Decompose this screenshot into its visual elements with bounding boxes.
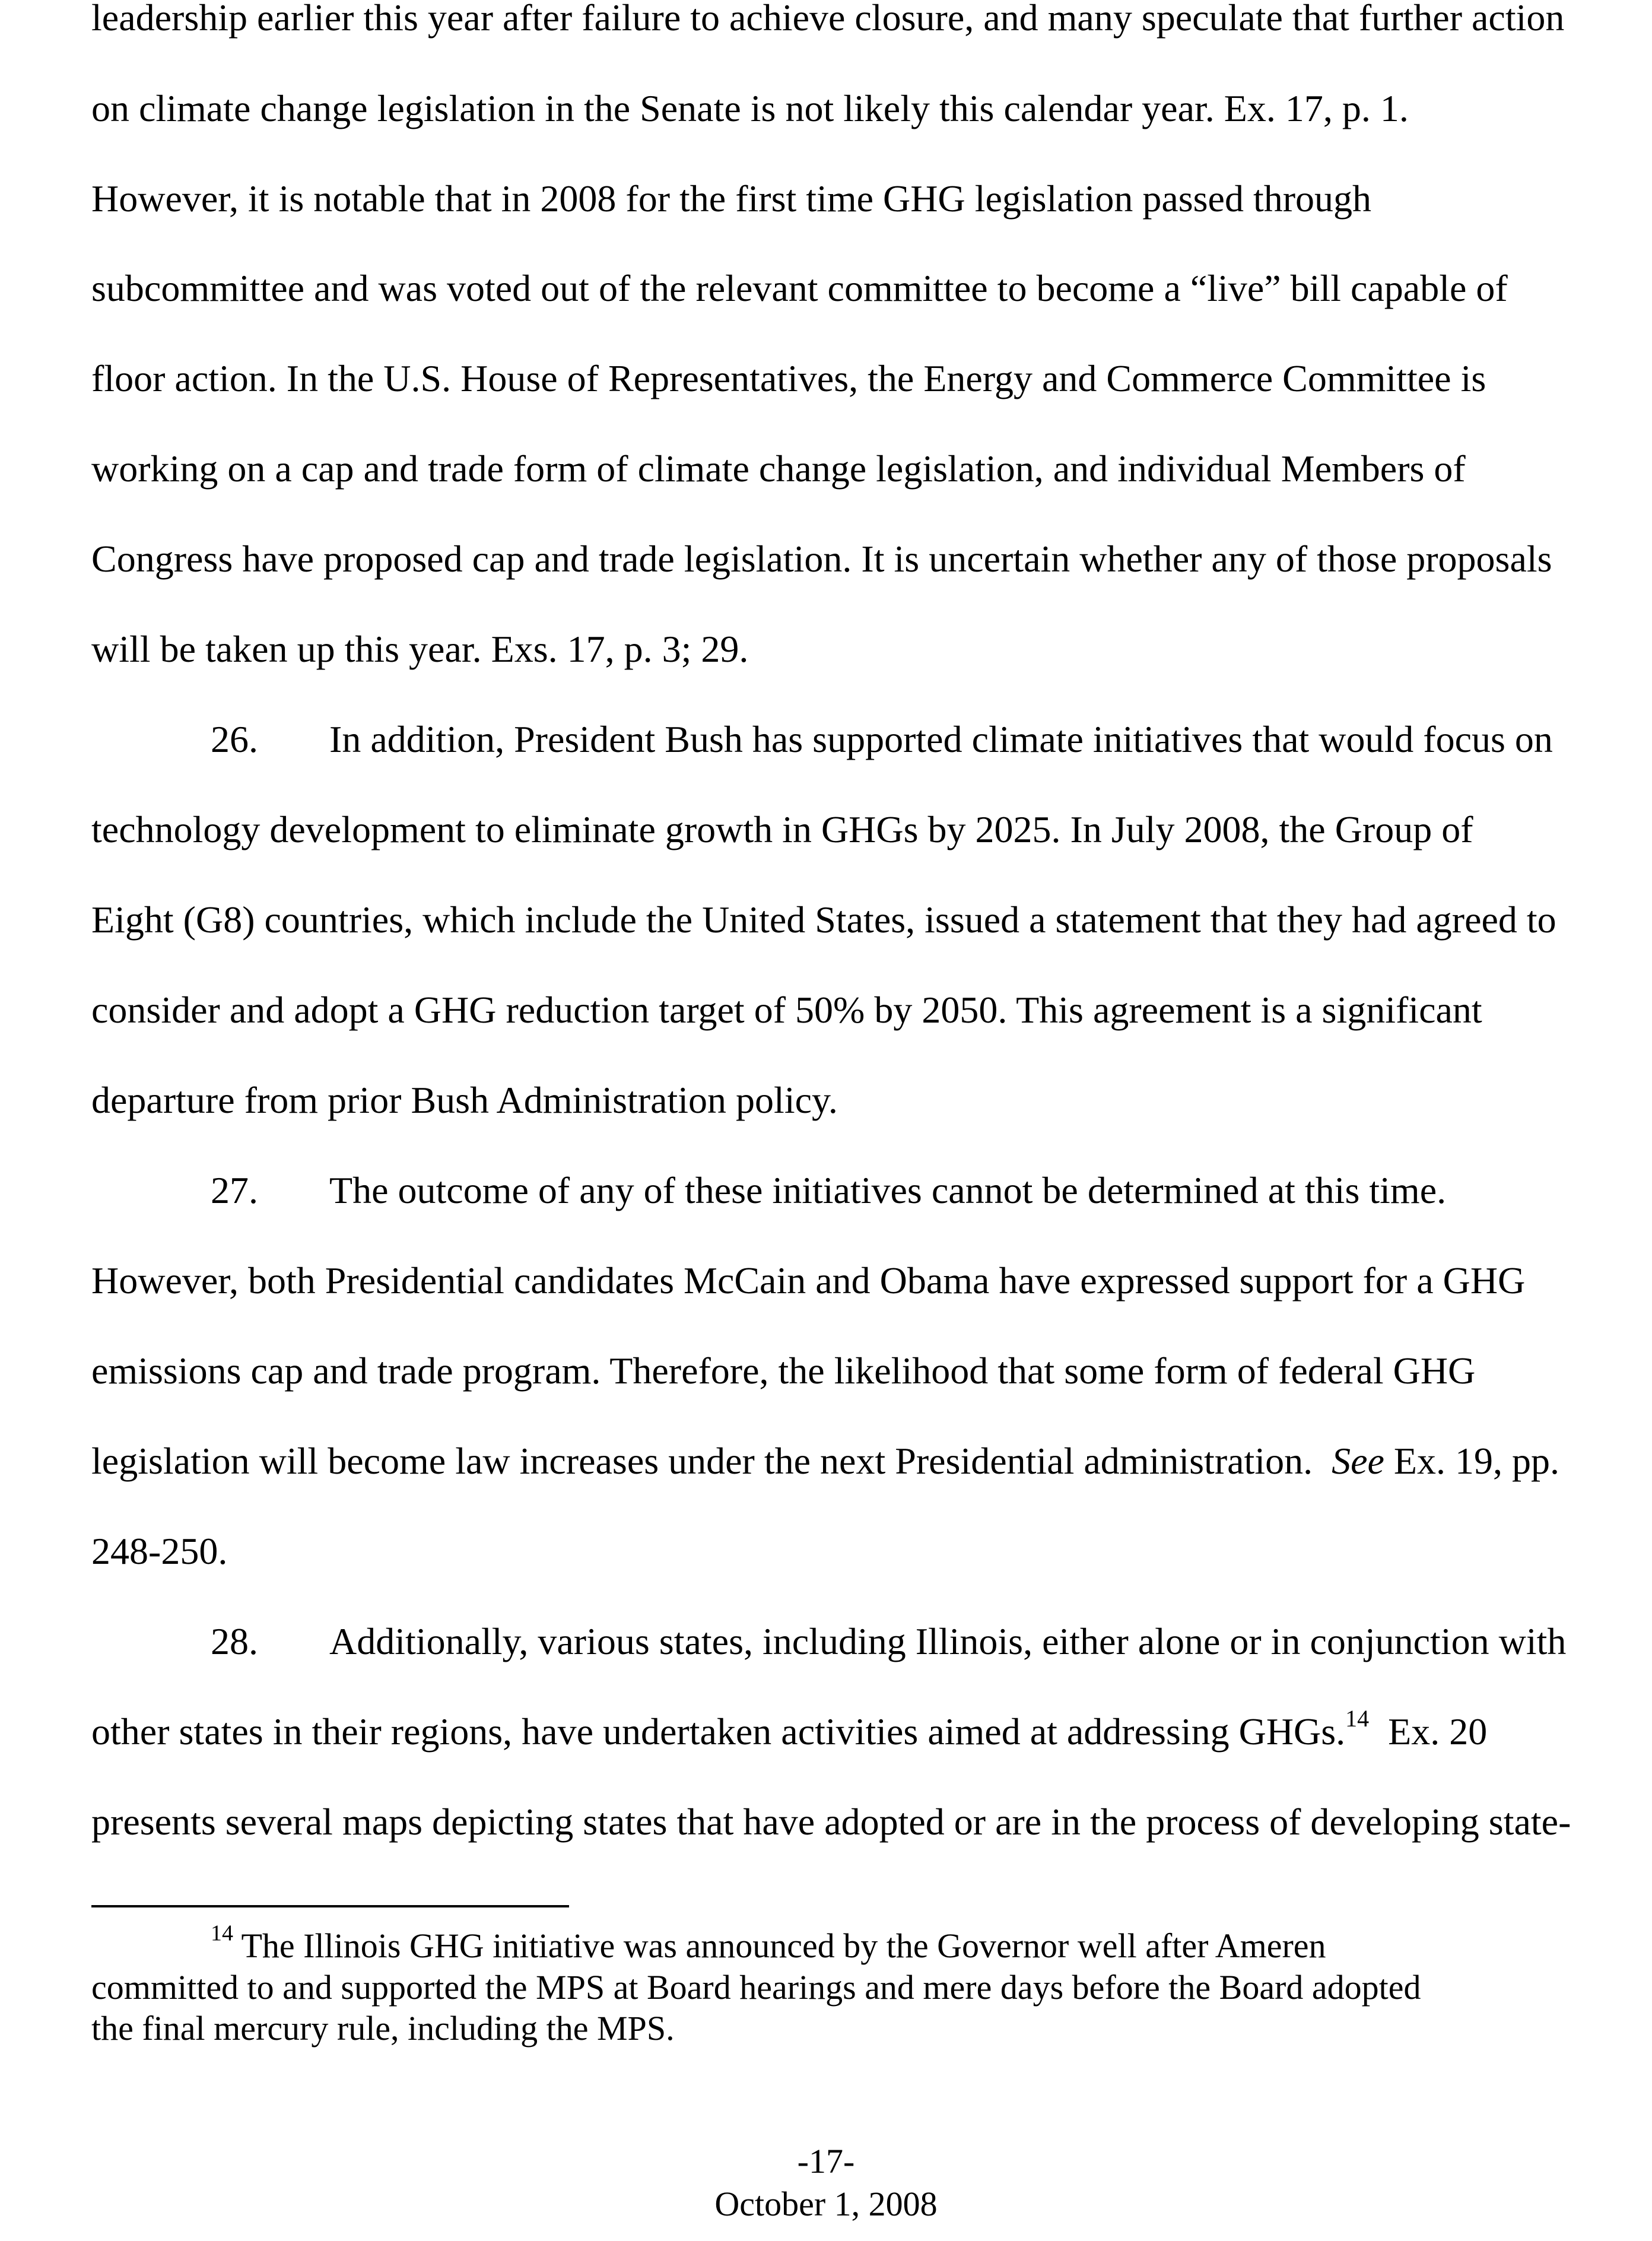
body-line: floor action. In the U.S. House of Representatives, the Energy and Commerce Committee is	[91, 357, 1486, 399]
page-date: October 1, 2008	[714, 2185, 938, 2223]
body-line-with-footnote-ref	[91, 1705, 1488, 1756]
body-text: Ex. 19, pp.	[1384, 1440, 1559, 1482]
paragraph-text: The outcome of any of these initiatives cannot be determined at this time.	[329, 1169, 1447, 1211]
body-line: consider and adopt a GHG reduction target of 50% by 2050. This agreement is a significant	[91, 989, 1482, 1031]
body-line: subcommittee and was voted out of the relevant committee to become a “live” bill capable of	[91, 267, 1508, 309]
body-line-with-citation	[91, 1437, 1559, 1485]
body-line: Congress have proposed cap and trade legislation. It is uncertain whether any of those proposals	[91, 538, 1552, 580]
paragraph-number: 26.	[211, 718, 258, 760]
body-line: presents several maps depicting states that have adopted or are in the process of developing state-	[91, 1801, 1571, 1843]
body-text: Ex. 20	[1369, 1710, 1488, 1753]
paragraph-text: Additionally, various states, including Illinois, either alone or in conjunction with	[329, 1620, 1567, 1662]
footnote-line	[211, 1921, 1326, 1966]
paragraph-26-first-line	[211, 716, 1553, 763]
footnote-line: committed to and supported the MPS at Board hearings and mere days before the Board adopted	[91, 1968, 1421, 2007]
footnote-line: the final mercury rule, including the MPS.	[91, 2009, 675, 2048]
footnote-number: 14	[211, 1921, 233, 1946]
body-line: Eight (G8) countries, which include the United States, issued a statement that they had agreed to	[91, 899, 1556, 941]
paragraph-text: In addition, President Bush has supported climate initiatives that would focus on	[329, 718, 1553, 760]
body-line: technology development to eliminate growth in GHGs by 2025. In July 2008, the Group of	[91, 808, 1473, 850]
body-text: legislation will become law increases under the next Presidential administration.	[91, 1440, 1332, 1482]
body-line: emissions cap and trade program. Therefore, the likelihood that some form of federal GHG	[91, 1350, 1476, 1392]
footnote-separator	[91, 1905, 569, 1907]
paragraph-28-first-line	[211, 1618, 1566, 1665]
paragraph-27-first-line	[211, 1167, 1446, 1214]
paragraph-number: 27.	[211, 1169, 258, 1211]
body-line: working on a cap and trade form of climate change legislation, and individual Members of	[91, 447, 1466, 490]
body-line: leadership earlier this year after failure to achieve closure, and many speculate that further action	[91, 0, 1565, 39]
citation-signal: See	[1332, 1440, 1384, 1482]
footnote-reference[interactable]: 14	[1345, 1705, 1370, 1732]
page-number: -17-	[797, 2142, 855, 2180]
footnote-text: The Illinois GHG initiative was announced by the Governor well after Ameren	[233, 1926, 1326, 1965]
body-line: on climate change legislation in the Senate is not likely this calendar year. Ex. 17, p. 1.	[91, 87, 1409, 129]
body-line: will be taken up this year. Exs. 17, p. 3; 29.	[91, 628, 749, 670]
body-line: 248-250.	[91, 1530, 228, 1572]
body-line: However, it is notable that in 2008 for the first time GHG legislation passed through	[91, 177, 1372, 220]
body-line: However, both Presidential candidates McCain and Obama have expressed support for a GHG	[91, 1259, 1526, 1302]
body-line: departure from prior Bush Administration policy.	[91, 1079, 838, 1121]
paragraph-number: 28.	[211, 1620, 258, 1662]
body-text: other states in their regions, have undertaken activities aimed at addressing GHGs.	[91, 1710, 1346, 1753]
